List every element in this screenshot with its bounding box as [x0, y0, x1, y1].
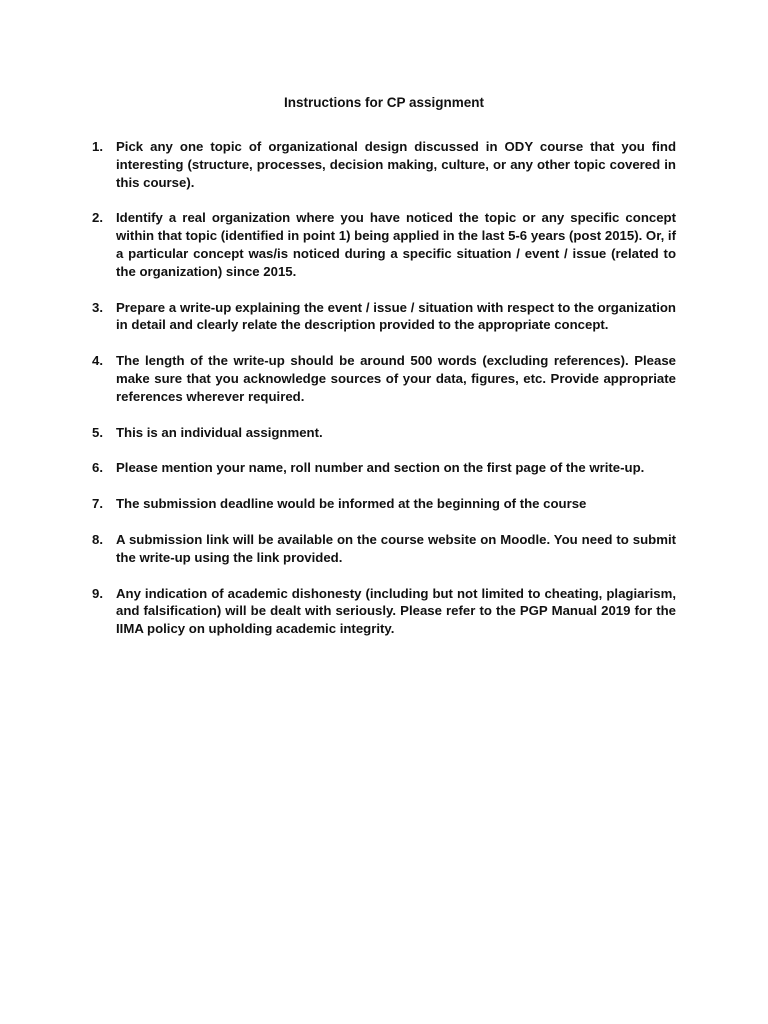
item-number: 6. [92, 460, 103, 476]
item-text: Please mention your name, roll number and section on the first page of the write-up. [116, 460, 645, 476]
item-number: 1. [92, 139, 103, 154]
item-number: 4. [92, 353, 103, 369]
instruction-item-3 [92, 299, 676, 335]
item-number: 8. [92, 531, 103, 547]
item-number: 9. [92, 585, 103, 601]
item-number: 5. [92, 424, 103, 440]
instruction-item-4 [92, 352, 676, 405]
instruction-item-9 [92, 585, 676, 638]
item-text: Prepare a write-up explaining the event / issue / situation with respect to the organization in detail and clearly relate the description provided to the appropriate concept. [116, 299, 676, 333]
item-text: Identify a real organization where you have noticed the topic or any specific concept within that topic (identified in point 1) being applied in the last 5-6 years (post 2015). Or, if a particular concept was/is noticed during a specific situation / event / issue (related to the organization) since 2015. [116, 210, 676, 279]
instruction-item-1 [92, 138, 676, 191]
document-title: Instructions for CP assignment [283, 95, 485, 110]
instruction-list [92, 138, 676, 656]
instruction-item-7 [92, 495, 676, 513]
instruction-item-2 [92, 209, 676, 280]
item-text: Any indication of academic dishonesty (including but not limited to cheating, plagiarism, and falsification) will be dealt with seriously. Please refer to the PGP Manual 2019 for the IIMA policy on upholding academic integrity. [116, 585, 676, 637]
item-text: The length of the write-up should be around 500 words (excluding references). Please make sure that you acknowledge sources of your data, figures, etc. Provide appropriate references wherever required. [116, 353, 676, 404]
instruction-item-5 [92, 424, 676, 442]
item-text: This is an individual assignment. [116, 424, 323, 440]
item-text: Pick any one topic of organizational design discussed in ODY course that you find interesting (structure, processes, decision making, culture, or any other topic covered in this course). [116, 139, 676, 190]
instruction-item-6 [92, 459, 676, 477]
instruction-item-8 [92, 531, 676, 567]
item-text: A submission link will be available on the course website on Moodle. You need to submit the write-up using the link provided. [116, 531, 676, 565]
item-number: 3. [92, 299, 103, 315]
item-number: 2. [92, 210, 103, 226]
item-number: 7. [92, 496, 103, 512]
item-text: The submission deadline would be informed at the beginning of the course [116, 496, 587, 512]
